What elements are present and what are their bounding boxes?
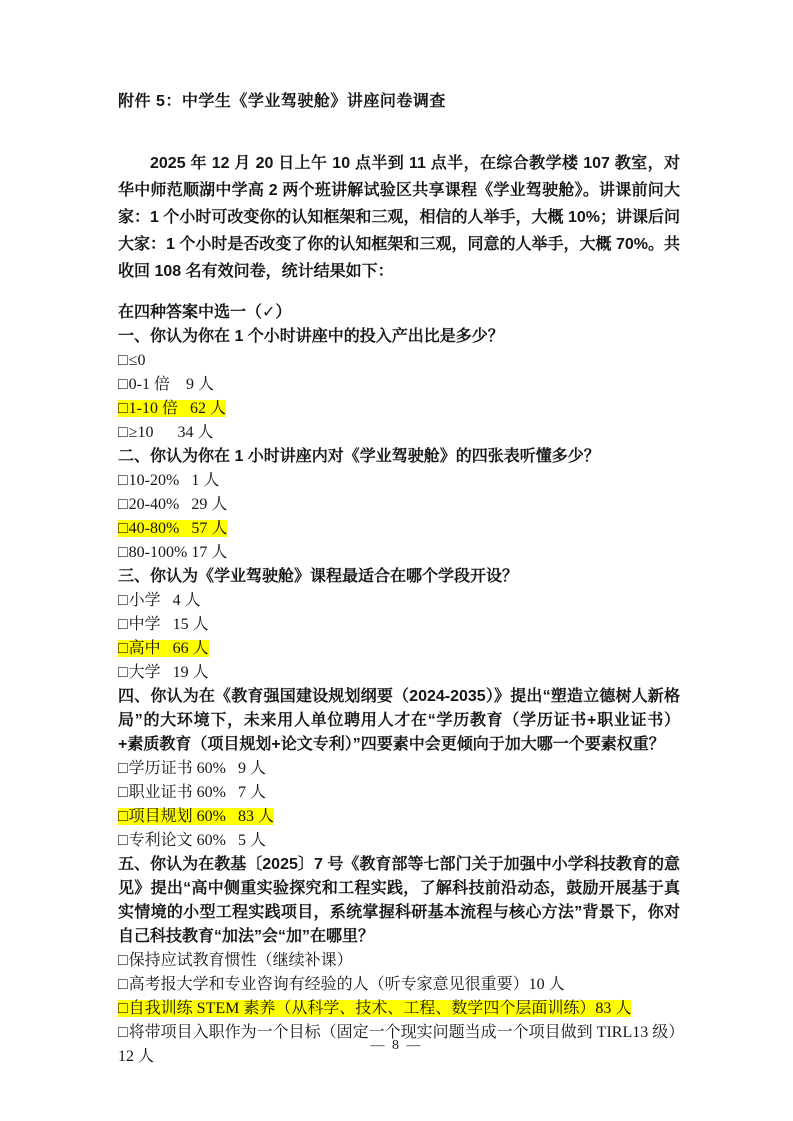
- option-row: [118, 661, 680, 685]
- option-text: 40-80% 57 人: [128, 520, 228, 537]
- checkbox-icon: □: [118, 520, 128, 537]
- option-text: 高考报大学和专业咨询有经验的人（听专家意见很重要）10 人: [128, 976, 565, 993]
- checkbox-icon: □: [118, 352, 128, 369]
- option: [118, 424, 213, 441]
- option: [118, 472, 219, 489]
- option-text: 学历证书 60% 9 人: [128, 760, 267, 777]
- option-text: 80-100% 17 人: [128, 544, 228, 561]
- option: [118, 952, 353, 969]
- question-3-label: 三、你认为《学业驾驶舱》课程最适合在哪个学段开设？: [118, 568, 519, 585]
- checkbox-icon: □: [118, 640, 128, 657]
- intro-paragraph: 2025 年 12 月 20 日上午 10 点半到 11 点半，在综合教学楼 107 教室，对华中师范顺湖中学高 2 两个班讲解试验区共享课程《学业驾驶舱》。讲课前问大家：1 个小时可改变你的认知框架和三观，相信的人举手，大概 10%；讲课后问大家：1 个小时是否改变了你的认知框架和三观，同意的人举手，大概 70%。共收回 108 名有效问卷，统计结果如下：: [118, 155, 680, 280]
- document-title: 附件 5：中学生《学业驾驶舱》讲座问卷调查: [118, 93, 446, 110]
- option: [118, 520, 227, 537]
- option: [118, 592, 201, 609]
- option-row: [118, 349, 680, 373]
- checkbox-icon: □: [118, 832, 128, 849]
- option: [118, 400, 226, 417]
- option: [118, 376, 214, 393]
- checkbox-icon: □: [118, 952, 128, 969]
- checkbox-icon: □: [118, 664, 128, 681]
- option-row: [118, 397, 680, 421]
- option-row: [118, 637, 680, 661]
- option-row: [118, 613, 680, 637]
- option: [118, 976, 565, 993]
- option-row: [118, 421, 680, 445]
- option-row: [118, 757, 680, 781]
- option-text: 自我训练 STEM 素养（从科学、技术、工程、数学四个层面训练）83 人: [128, 1000, 632, 1017]
- checkbox-icon: □: [118, 592, 128, 609]
- checkbox-icon: □: [118, 544, 128, 561]
- option: [118, 760, 266, 777]
- option-row: [118, 541, 680, 565]
- checkbox-icon: □: [118, 424, 128, 441]
- question-1-label: 一、你认为你在 1 个小时讲座中的投入产出比是多少？: [118, 328, 504, 345]
- option-text: 20-40% 29 人: [128, 496, 228, 513]
- document-body: [118, 91, 680, 1069]
- checkbox-icon: □: [118, 760, 128, 777]
- option-text: 保持应试教育惯性（继续补课）: [128, 952, 353, 969]
- question-5-label: 五、你认为在教基〔2025〕7 号《教育部等七部门关于加强中小学科技教育的意见》提出“高中侧重实验探究和工程实践，了解科技前沿动态，鼓励开展基于真实情境的小型工程实践项目，系统掌握科研基本流程与核心方法”背景下，你对自己科技教育“加法”会“加”在哪里？: [118, 856, 680, 945]
- option: [118, 784, 266, 801]
- checkbox-icon: □: [118, 616, 128, 633]
- checkbox-icon: □: [118, 496, 128, 513]
- option: [118, 544, 227, 561]
- option-text: 小学 4 人: [128, 592, 201, 609]
- option-text: 项目规划 60% 83 人: [128, 808, 275, 825]
- checkbox-icon: □: [118, 400, 128, 417]
- checkbox-icon: □: [118, 808, 128, 825]
- option: [118, 664, 209, 681]
- option-row: [118, 589, 680, 613]
- option: [118, 496, 227, 513]
- question-2-label: 二、你认为你在 1 小时讲座内对《学业驾驶舱》的四张表听懂多少？: [118, 448, 600, 465]
- option-row: [118, 997, 680, 1021]
- option-text: 中学 15 人: [128, 616, 209, 633]
- option: [118, 832, 266, 849]
- option-text: 10-20% 1 人: [128, 472, 220, 489]
- checkbox-icon: □: [118, 1000, 128, 1017]
- checkbox-icon: □: [118, 976, 128, 993]
- option-row: [118, 973, 680, 997]
- option-row: [118, 517, 680, 541]
- option-row: [118, 469, 680, 493]
- option-text: 大学 19 人: [128, 664, 209, 681]
- option-row: [118, 781, 680, 805]
- option-text: 0-1 倍 9 人: [128, 376, 215, 393]
- option: [118, 352, 145, 369]
- option-text: 将带项目入职作为一个目标（固定一个现实问题当成一个项目做到 TIRL13 级）12 人: [118, 1024, 677, 1065]
- option-text: ≤0: [128, 352, 146, 369]
- option: [118, 640, 209, 657]
- option: [118, 1000, 631, 1017]
- option-text: 1-10 倍 62 人: [128, 400, 227, 417]
- option-row: [118, 949, 680, 973]
- option-text: 专利论文 60% 5 人: [128, 832, 267, 849]
- option-row: [118, 493, 680, 517]
- option-row: [118, 829, 680, 853]
- option: [118, 808, 274, 825]
- selection-instruction: 在四种答案中选一（✓）: [118, 304, 292, 321]
- question-4-label: 四、你认为在《教育强国建设规划纲要（2024-2035）》提出“塑造立德树人新格局”的大环境下，未来用人单位聘用人才在“学历教育（学历证书+职业证书）+素质教育（项目规划+论文专利）”四要素中会更倾向于加大哪一个要素权重？: [118, 688, 680, 753]
- checkbox-icon: □: [118, 784, 128, 801]
- checkbox-icon: □: [118, 376, 128, 393]
- option-text: 职业证书 60% 7 人: [128, 784, 267, 801]
- option-text: 高中 66 人: [128, 640, 209, 657]
- checkbox-icon: □: [118, 472, 128, 489]
- option-row: [118, 373, 680, 397]
- option-row: [118, 805, 680, 829]
- page-number: — 8 —: [370, 1038, 423, 1053]
- checkbox-icon: □: [118, 1024, 128, 1041]
- option: [118, 616, 209, 633]
- option-text: ≥10 34 人: [128, 424, 214, 441]
